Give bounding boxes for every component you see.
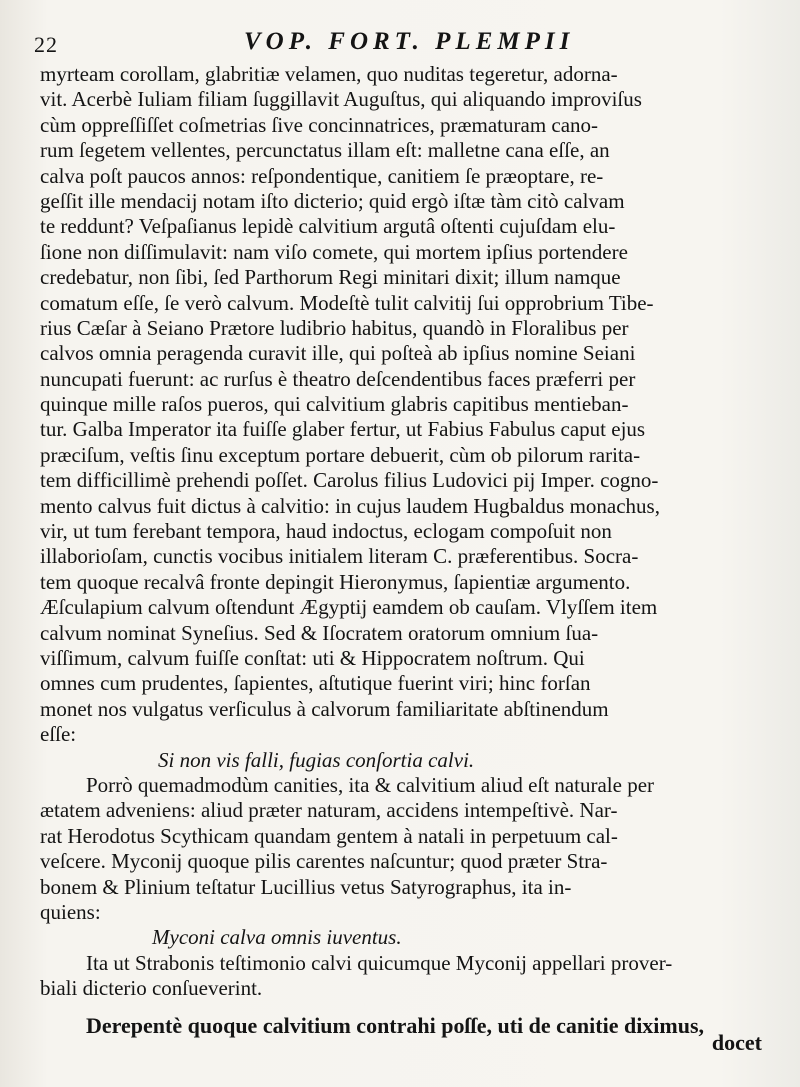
text-line: præciſum, veſtis ſinu exceptum portare debuerit, cùm ob pilorum rarita- bbox=[40, 442, 641, 467]
text-line: vir, ut tum ferebant tempora, haud indoctus, eclogam compoſuit non bbox=[40, 519, 612, 544]
page-header bbox=[34, 24, 774, 58]
text-line: quiens: bbox=[40, 899, 101, 924]
text-line: illaborioſam, cunctis vocibus initialem literam C. præferentibus. Socra- bbox=[40, 544, 639, 569]
text-line: tem quoque recalvâ fronte depingit Hieronymus, ſapientiæ argumento. bbox=[40, 569, 631, 594]
text-line: Derepentè quoque calvitium contrahi poſſe, uti de canitie diximus, bbox=[86, 1013, 705, 1039]
text-line: omnes cum prudentes, ſapientes, aſtutique fuerint viri; hinc forſan bbox=[40, 671, 591, 696]
running-title: VOP. FORT. PLEMPII bbox=[244, 28, 575, 55]
text-line: rat Herodotus Scythicam quandam gentem à natali in perpetuum cal- bbox=[40, 823, 618, 848]
verse-quote: Myconi calva omnis iuventus. bbox=[152, 925, 402, 950]
text-line: monet nos vulgatus verſiculus à calvorum familiaritate abſtinendum bbox=[40, 696, 609, 721]
text-line: geſſit ille mendacij notam iſto dicterio; quid ergò iſtæ tàm citò calvam bbox=[40, 188, 625, 213]
text-line: credebatur, non ſibi, ſed Parthorum Regi minitari dixit; illum namque bbox=[40, 265, 621, 290]
text-line: cùm oppreſſiſſet coſmetrias ſive concinnatrices, præmaturam cano- bbox=[40, 112, 599, 137]
text-line: rius Cæſar à Seiano Prætore ludibrio habitus, quandò in Floralibus per bbox=[40, 315, 629, 340]
text-line: nuncupati fuerunt: ac rurſus è theatro deſcendentibus faces præferri per bbox=[40, 366, 636, 391]
text-line: comatum eſſe, ſe verò calvum. Modeſtè tulit calvitij ſui opprobrium Tibe- bbox=[40, 290, 654, 315]
text-line: mento calvus fuit dictus à calvitio: in cujus laudem Hugbaldus monachus, bbox=[40, 493, 660, 518]
text-line: bonem & Plinium teſtatur Lucillius vetus Satyrographus, ita in- bbox=[40, 874, 572, 899]
spacer bbox=[40, 1001, 764, 1013]
text-line: Ita ut Strabonis teſtimonio calvi quicumque Myconij appellari prover- bbox=[86, 950, 673, 975]
text-line: veſcere. Myconij quoque pilis carentes naſcuntur; quod præter Stra- bbox=[40, 849, 608, 874]
text-line: myrteam corollam, glabritiæ velamen, quo nuditas tegeretur, adorna- bbox=[40, 62, 618, 86]
text-line: calva poſt paucos annos: reſpondentique, canitiem ſe præoptare, re- bbox=[40, 163, 604, 188]
text-line: ſione non diſſimulavit: nam viſo comete, qui mortem ipſius portendere bbox=[40, 239, 628, 264]
text-line: viſſimum, calvum fuiſſe conſtat: uti & Hippocratem noſtrum. Qui bbox=[40, 645, 585, 670]
page-number: 22 bbox=[34, 32, 58, 57]
verse-quote: Si non vis falli, fugias conſortia calvi. bbox=[158, 747, 475, 772]
text-line: quinque mille raſos pueros, qui calvitium glabris capitibus mentieban- bbox=[40, 392, 629, 417]
text-line: Porrò quemadmodùm canities, ita & calvitium aliud eſt naturale per bbox=[86, 772, 655, 797]
text-line: ætatem adveniens: aliud præter naturam, accidens intempeſtivè. Nar- bbox=[40, 798, 618, 823]
text-line: eſſe: bbox=[40, 722, 77, 747]
text-line: tur. Galba Imperator ita fuiſſe glaber fertur, ut Fabius Fabulus caput ejus bbox=[40, 417, 646, 442]
catchword: docet bbox=[711, 1030, 762, 1055]
body-text bbox=[40, 62, 764, 1039]
text-line: calvos omnia peragenda curavit ille, qui poſteà ab ipſius nomine Seiani bbox=[40, 341, 636, 366]
text-line: te reddunt? Veſpaſianus lepidè calvitium argutâ oſtenti cujuſdam elu- bbox=[40, 214, 616, 239]
text-line: rum ſegetem vellentes, percunctatus illam eſt: malletne cana eſſe, an bbox=[40, 138, 610, 163]
text-line: vit. Acerbè Iuliam filiam ſuggillavit Auguſtus, qui aliquando improviſus bbox=[40, 87, 642, 112]
text-line: Æſculapium calvum oſtendunt Ægyptij eamdem ob cauſam. Vlyſſem item bbox=[40, 595, 658, 620]
text-line: tem difficillimè prehendi poſſet. Carolus filius Ludovici pij Imper. cogno- bbox=[40, 468, 659, 493]
text-line: biali dicterio conſueverint. bbox=[40, 976, 263, 1001]
text-line: calvum nominat Syneſius. Sed & Iſocratem oratorum omnium ſua- bbox=[40, 620, 599, 645]
